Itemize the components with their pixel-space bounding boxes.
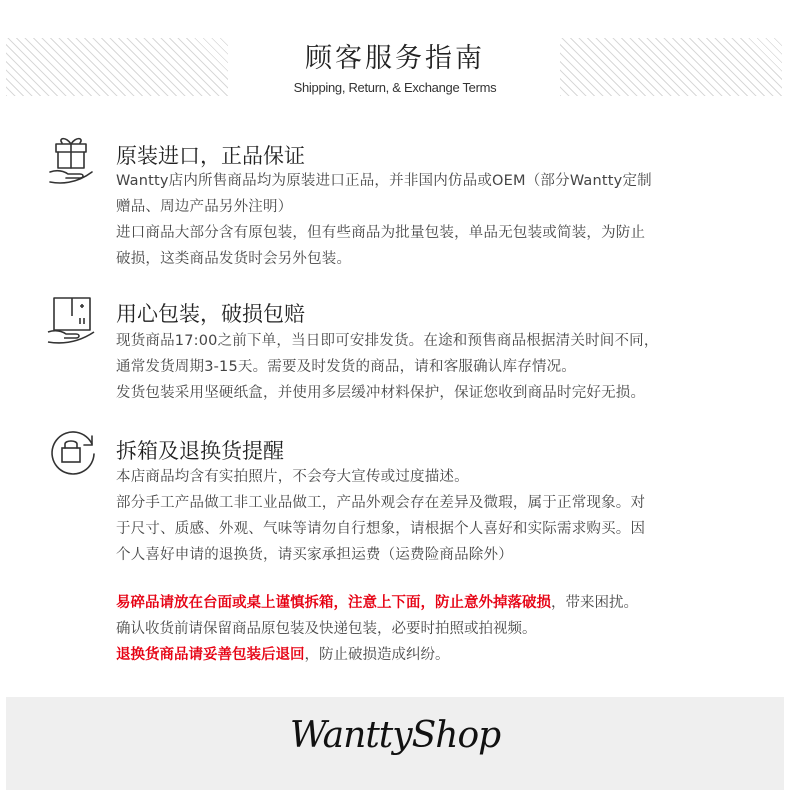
notice-line-return: [116, 642, 736, 668]
page-title: 顾客服务指南: [305, 43, 485, 74]
notice-text: ，带来困扰。: [551, 595, 638, 611]
page-subtitle: Shipping, Return, & Exchange Terms: [293, 80, 497, 95]
notice-warning-red: 易碎品请放在台面或桌上谨慎拆箱，注意上下面，防止意外掉落破损: [116, 595, 551, 611]
section-title: 原装进口，正品保证: [116, 144, 305, 168]
return-box-icon: [46, 424, 100, 478]
brand-logo: WanttyShop: [289, 715, 501, 756]
section-title: 拆箱及退换货提醒: [116, 439, 284, 463]
notice-line-fragile: [116, 590, 736, 616]
notice-line-keep-package: 确认收货前请保留商品原包装及快递包装，必要时拍照或拍视频。: [116, 621, 537, 637]
package-box-icon: [46, 290, 100, 344]
section-text: 现货商品17:00之前下单，当日即可安排发货。在途和预售商品根据清关时间不同， 通常发货周期3-15天。需要及时发货的商品，请和客服确认库存情况。 发货包装采用坚硬纸盒，并使用多层缓冲材料保护，保证您收到商品时完好无损。: [116, 333, 659, 401]
section-title: 用心包装，破损包赔: [116, 302, 305, 326]
gift-hand-icon: [46, 132, 100, 186]
section-text: 本店商品均含有实拍照片，不会夸大宣传或过度描述。 部分手工产品做工非工业品做工，产品外观会存在差异及微瑕，属于正常现象。对 于尺寸、质感、外观、气味等请勿自行想象，请根据个人喜好和实际需求购买。因 个人喜好申请的退换货，请买家承担运费（运费险商品除外）: [116, 469, 646, 563]
notice-text: ，防止破损造成纠纷。: [304, 647, 450, 663]
notice-warning-red: 退换货商品请妥善包装后退回: [116, 647, 305, 663]
section-text: Wantty店内所售商品均为原装进口正品，并非国内仿品或OEM（部分Wantty定制 赠品、周边产品另外注明） 进口商品大部分含有原包装，但有些商品为批量包装，单品无包装或简装，为防止 破损，这类商品发货时会另外包装。: [116, 173, 652, 267]
notice-block: [116, 590, 736, 668]
footer: [6, 697, 784, 790]
